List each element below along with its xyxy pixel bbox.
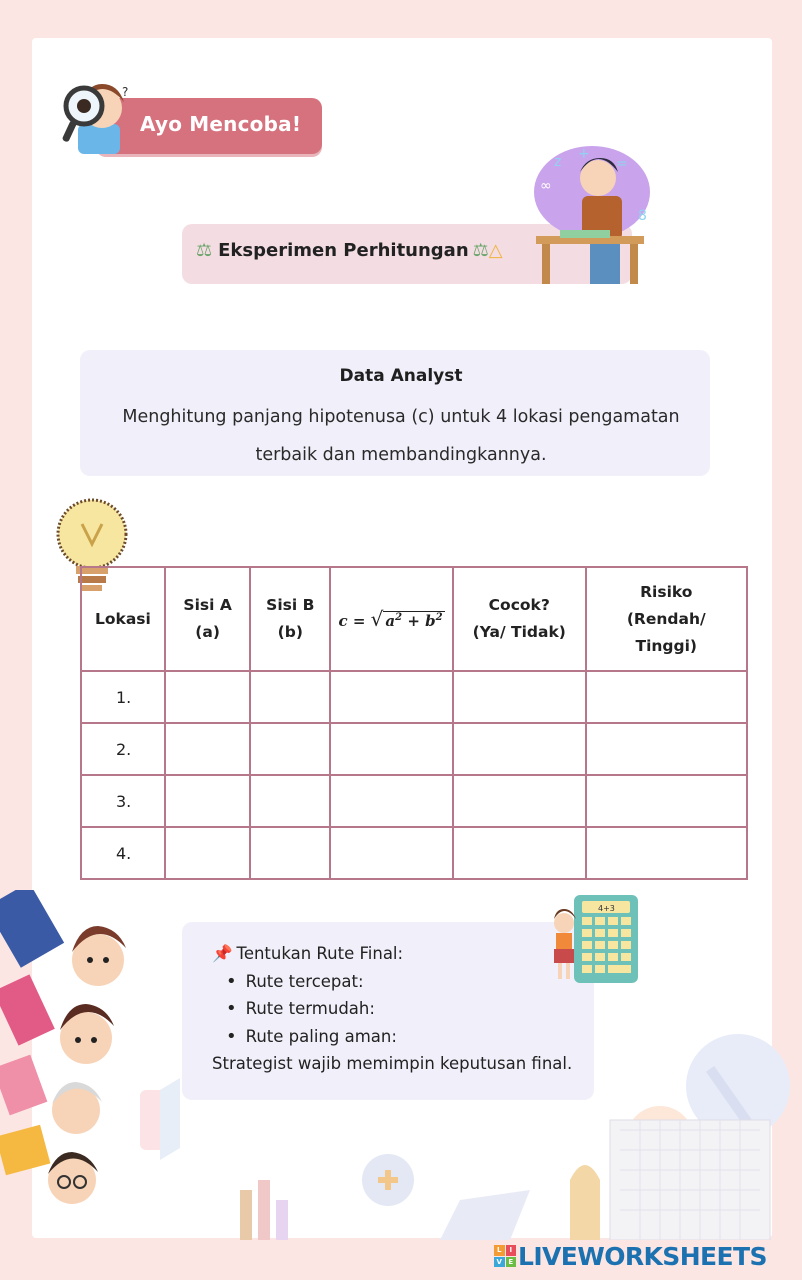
description-line: Menghitung panjang hipotenusa (c) untuk 4 lokasi pengamatan [122,407,680,427]
svg-text:∞: ∞ [540,178,552,194]
test-tube-icon: ⚖ [196,240,213,261]
sisi-b-input[interactable] [250,723,330,775]
header-sisi-b: Sisi B (b) [250,567,330,671]
final-route-text [212,940,572,1078]
students-illustration [0,890,140,1220]
sisi-b-input[interactable] [250,671,330,723]
table-row [81,827,747,879]
data-analyst-description [100,398,702,474]
experiment-title-text: Eksperimen Perhitungan [218,240,469,261]
lokasi-number: 1. [81,671,165,723]
sisi-b-input[interactable] [250,827,330,879]
svg-text:z: z [554,154,562,170]
calculator-icon [548,893,642,985]
table-row [81,723,747,775]
svg-text:?: ? [122,85,129,99]
ruler-icon: △ [488,240,503,261]
header-sisi-a: Sisi A (a) [165,567,251,671]
svg-text:8: 8 [638,208,647,224]
sisi-b-input[interactable] [250,775,330,827]
route-footer: Strategist wajib memimpin keputusan final. [212,1054,573,1073]
table-header-row [81,567,747,671]
header-risiko: Risiko (Rendah/ Tinggi) [586,567,747,671]
cocok-input[interactable] [453,723,586,775]
liveworksheets-wordmark: LIVEWORKSHEETS [518,1241,767,1271]
lokasi-number: 4. [81,827,165,879]
experiment-title [196,240,503,261]
risiko-input[interactable] [586,671,747,723]
hipotenusa-input[interactable] [330,671,453,723]
thinking-student-illustration [520,140,670,290]
risiko-input[interactable] [586,723,747,775]
hipotenusa-input[interactable] [330,775,453,827]
table-row [81,775,747,827]
sisi-a-input[interactable] [165,671,251,723]
liveworksheets-badge-icon: L I V E [494,1245,516,1267]
pythagoras-formula: c = √ $a^2 + b^2$ [338,606,443,631]
liveworksheets-logo [494,1240,767,1272]
lokasi-number: 2. [81,723,165,775]
hypotenuse-table [80,566,748,880]
sisi-a-input[interactable] [165,827,251,879]
calculator-display: 4+3 [598,904,615,913]
svg-text:=: = [616,156,628,172]
hipotenusa-input[interactable] [330,827,453,879]
list-item: • Rute termudah: [226,995,572,1023]
header-formula [330,567,453,671]
route-heading: 📌 Tentukan Rute Final: [212,944,404,963]
list-item: • Rute paling aman: [226,1023,572,1051]
risiko-input[interactable] [586,827,747,879]
cocok-input[interactable] [453,671,586,723]
risiko-input[interactable] [586,775,747,827]
list-item: • Rute tercepat: [226,968,572,996]
magnifier-mascot-icon [58,78,138,158]
cocok-input[interactable] [453,827,586,879]
table-row [81,671,747,723]
route-list [212,968,572,1051]
hipotenusa-input[interactable] [330,723,453,775]
sisi-a-input[interactable] [165,775,251,827]
description-line: terbaik dan membandingkannya. [255,445,547,465]
data-analyst-title: Data Analyst [339,366,463,386]
svg-text:+: + [578,146,590,162]
lokasi-number: 3. [81,775,165,827]
pushpin-icon: 📌 [212,944,233,963]
header-lokasi: Lokasi [81,567,165,671]
sisi-a-input[interactable] [165,723,251,775]
ayo-mencoba-label: Ayo Mencoba! [140,112,302,136]
cocok-input[interactable] [453,775,586,827]
test-tube-icon: ⚖ [472,240,489,261]
header-cocok: Cocok? (Ya/ Tidak) [453,567,586,671]
